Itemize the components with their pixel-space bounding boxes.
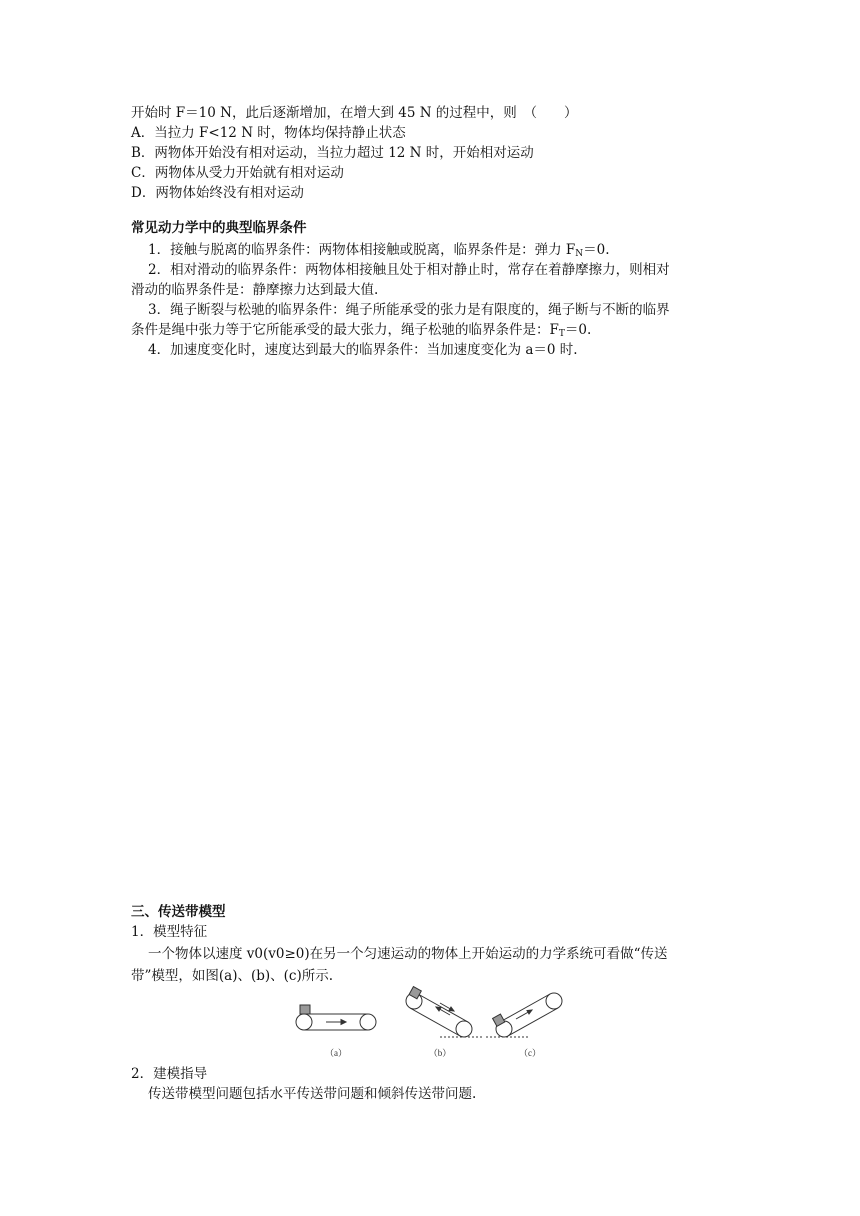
condition-1-subscript: N <box>575 249 584 259</box>
option-c: C．两物体从受力开始就有相对运动 <box>131 165 344 181</box>
condition-3-subscript: T <box>558 329 565 339</box>
paragraph-model-line-2: 带”模型，如图(a)、(b)、(c)所示. <box>131 968 334 984</box>
option-b: B．两物体开始没有相对运动，当拉力超过 12 N 时，开始相对运动 <box>131 145 534 161</box>
condition-2-line-2: 滑动的临界条件是：静摩擦力达到最大值. <box>131 282 379 298</box>
option-a: A．当拉力 F<12 N 时，物体均保持静止状态 <box>131 125 406 141</box>
condition-4: 4．加速度变化时，速度达到最大的临界条件：当加速度变化为 a＝0 时. <box>148 342 578 358</box>
paragraph-model-line-1: 一个物体以速度 v0(v0≥0)在另一个匀速运动的物体上开始运动的力学系统可看做“传送 <box>148 946 668 962</box>
condition-3-line-1: 3．绳子断裂与松驰的临界条件：绳子所能承受的张力是有限度的，绳子断与不断的临界 <box>148 302 670 318</box>
section-title-conveyor: 三、传送带模型 <box>131 904 226 920</box>
figure-label-c: （c） <box>519 1048 541 1058</box>
condition-1-text: 1．接触与脱离的临界条件：两物体相接触或脱离，临界条件是：弹力 F <box>148 242 576 258</box>
paragraph-modeling-guide: 传送带模型问题包括水平传送带问题和倾斜传送带问题. <box>148 1086 477 1102</box>
figure-c-inclined-belt <box>486 993 562 1037</box>
section-title-critical-conditions: 常见动力学中的典型临界条件 <box>131 220 307 236</box>
figure-a-horizontal-belt <box>296 1005 376 1030</box>
condition-3-text: 条件是绳中张力等于它所能承受的最大张力，绳子松驰的临界条件是：F <box>131 322 559 338</box>
figure-label-b: （b） <box>428 1048 452 1058</box>
subsection-modeling-guide: 2．建模指导 <box>131 1066 208 1082</box>
figure-b-inclined-belt <box>406 987 482 1037</box>
condition-2-line-1: 2．相对滑动的临界条件：两物体相接触且处于相对静止时，常存在着静摩擦力，则相对 <box>148 262 670 278</box>
question-intro: 开始时 F＝10 N，此后逐渐增加，在增大到 45 N 的过程中，则 （ ） <box>131 105 578 121</box>
subsection-model-features: 1．模型特征 <box>131 924 208 940</box>
conveyor-belt-figure <box>290 985 580 1065</box>
option-d: D．两物体始终没有相对运动 <box>131 185 304 201</box>
condition-3-tail: ＝0. <box>564 322 592 338</box>
condition-1-tail: ＝0. <box>583 242 610 258</box>
figure-label-a: （a） <box>325 1048 347 1058</box>
